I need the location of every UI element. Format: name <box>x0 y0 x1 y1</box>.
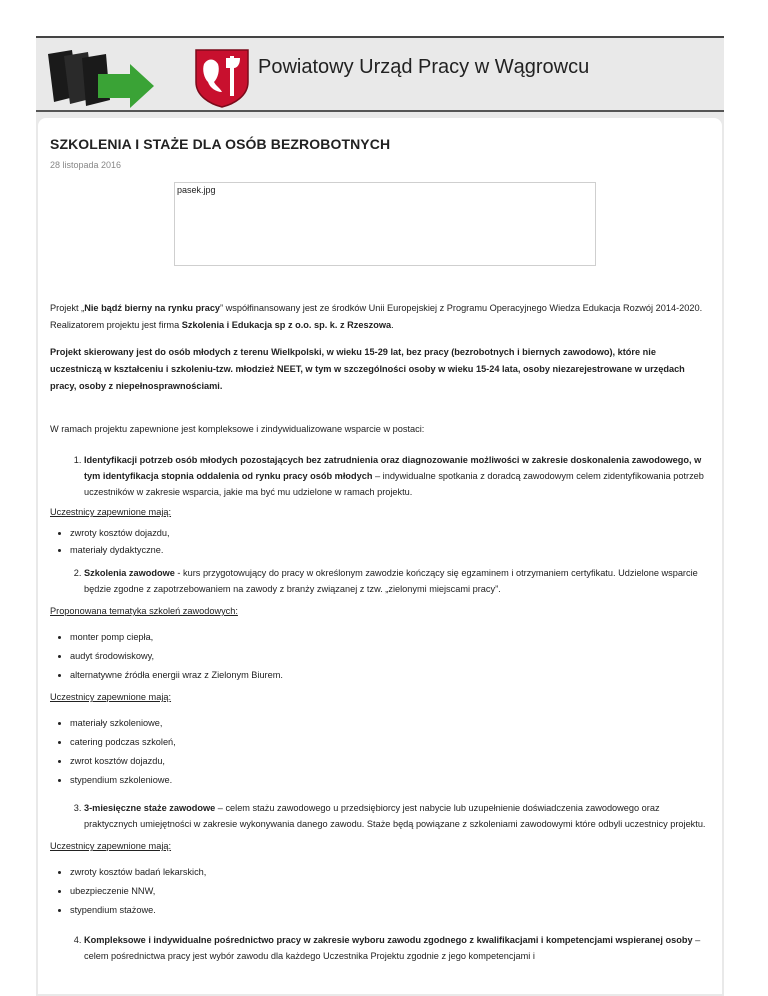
list-item: • stypendium stażowe. <box>70 901 710 920</box>
support-list-3 <box>50 800 710 832</box>
participants-list-2 <box>50 714 710 790</box>
wagrowiec-crest-icon <box>194 48 250 108</box>
support-item-4-text: – celem pośrednictwa pracy jest wybór zawodu dla każdego Uczestnika Projektu zgodnie z jego kompetencjami i <box>84 935 701 961</box>
support-item-3 <box>84 800 710 832</box>
article-container <box>38 118 722 994</box>
support-item-3-title: 3-miesięczne staże zawodowe <box>84 803 216 813</box>
support-item-3-text: – celem stażu zawodowego u przedsiębiorcy jest nabycie lub uzupełnienie doświadczenia zawodowego oraz praktycznych umiejętności w zakresie wykonywania danego zawodu. Staże będą powiązane z szkoleniami zawodowymi które odbyli uczestnicy projektu. <box>84 803 706 829</box>
participants-heading-1: Uczestnicy zapewnione mają: <box>50 507 172 517</box>
support-list-1 <box>50 452 710 500</box>
support-item-4 <box>84 932 710 964</box>
participants-list-1 <box>50 525 710 559</box>
article-date: 28 listopada 2016 <box>50 160 122 170</box>
intro-text-e: . <box>391 320 394 330</box>
list-item: • zwroty kosztów badań lekarskich, <box>70 863 710 882</box>
training-topics-heading: Proponowana tematyka szkoleń zawodowych: <box>50 606 238 616</box>
puk-arrows-logo-icon[interactable] <box>38 44 156 110</box>
list-item: • zwrot kosztów dojazdu, <box>70 752 710 771</box>
list-item: • stypendium szkoleniowe. <box>70 771 710 790</box>
training-topics-list <box>50 628 710 685</box>
support-item-1 <box>84 452 710 500</box>
support-item-2 <box>84 565 710 597</box>
participants-heading-3: Uczestnicy zapewnione mają: <box>50 841 172 851</box>
support-list-4 <box>50 932 710 964</box>
article-title[interactable]: SZKOLENIA I STAŻE DLA OSÓB BEZROBOTNYCH <box>50 136 391 152</box>
support-intro-paragraph: W ramach projektu zapewnione jest kompleksowe i zindywidualizowane wsparcie w postaci: <box>50 424 425 434</box>
site-header <box>36 38 724 112</box>
contractor-name: Szkolenia i Edukacja sp z o.o. sp. k. z Rzeszowa <box>181 320 392 330</box>
support-list-2 <box>50 565 710 597</box>
list-item: • materiały dydaktyczne. <box>70 542 710 559</box>
support-item-2-text: - kurs przygotowujący do pracy w określonym zawodzie kończący się egzaminem i otrzymaniem certyfikatu. Udzielone wsparcie będzie zgodne z zapotrzebowaniem na zawody z branży związanej z tzw. „zielonymi miejscami pracy”. <box>84 568 698 594</box>
list-item: • zwroty kosztów dojazdu, <box>70 525 710 542</box>
project-name: Nie bądź bierny na rynku pracy <box>84 303 221 313</box>
support-item-2-title: Szkolenia zawodowe <box>84 568 175 578</box>
intro-text-a: Projekt „ <box>50 303 85 313</box>
participants-list-3 <box>50 863 710 920</box>
banner-image-placeholder <box>174 182 596 266</box>
list-item: • alternatywne źródła energii wraz z Zielonym Biurem. <box>70 666 710 685</box>
support-item-4-title: Kompleksowe i indywidualne pośrednictwo pracy w zakresie wyboru zawodu zgodnego z kwalifikacjami i kompetencjami wspieranej osoby <box>84 935 693 945</box>
list-item: • catering podczas szkoleń, <box>70 733 710 752</box>
target-group-paragraph: Projekt skierowany jest do osób młodych z terenu Wielkpolski, w wieku 15-29 lat, bez pracy (bezrobotnych i biernych zawodowo), które nie uczestniczą w kształceniu i szkoleniu-tzw. młodzież NEET, w tym w szczególności osoby w wieku 15-24 lata, osoby niezarejestrowane w urzędach pracy, osoby z niepełnosprawnościami. <box>50 347 685 391</box>
list-item: • monter pomp ciepła, <box>70 628 710 647</box>
participants-heading-2: Uczestnicy zapewnione mają: <box>50 692 172 702</box>
list-item: • ubezpieczenie NNW, <box>70 882 710 901</box>
list-item: • materiały szkoleniowe, <box>70 714 710 733</box>
intro-paragraph <box>50 300 710 334</box>
support-item-1-text: – indywidualne spotkania z doradcą zawodowym celem zidentyfikowania potrzeb uczestników w zakresie wsparcia, jakie ma być mu udzielone w ramach projektu. <box>84 471 704 497</box>
support-item-1-title: Identyfikacji potrzeb osób młodych pozostających bez zatrudnienia oraz diagnozowanie możliwości w zakresie doskonalenia zawodowego, w tym identyfikacja stopnia oddalenia od rynku pracy osób młodych <box>84 455 702 481</box>
intro-text-c: ” współfinansowany jest ze środków Unii Europejskiej z Programu Operacyjnego Wiedza Edukacja Rozwój 2014-2020. Realizatorem projektu jest firma <box>50 303 703 330</box>
image-alt-text: pasek.jpg <box>177 185 216 195</box>
site-title[interactable]: Powiatowy Urząd Pracy w Wągrowcu <box>258 56 590 78</box>
list-item: • audyt środowiskowy, <box>70 647 710 666</box>
